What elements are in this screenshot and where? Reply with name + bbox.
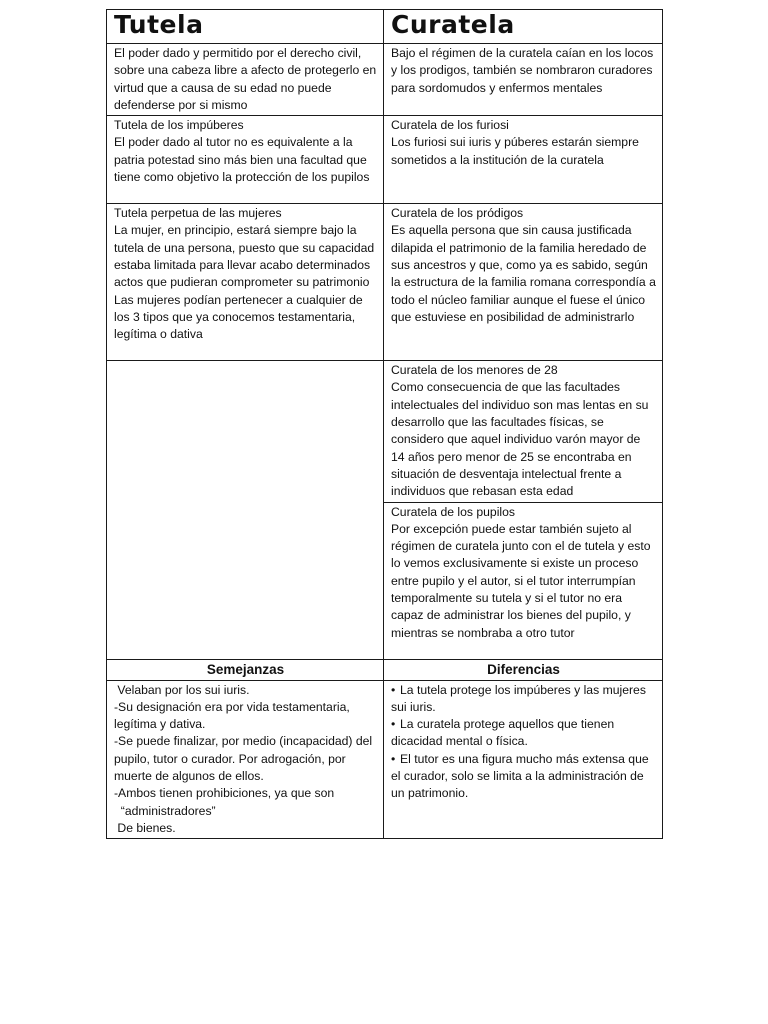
cell-curatela-furiosi (384, 116, 663, 204)
header-tutela: Tutela (107, 10, 384, 44)
header-diferencias: Diferencias (384, 659, 663, 680)
similarity-item: -Se puede finalizar, por medio (incapacidad) del pupilo, tutor o curador. Por adrogación, por muerte de algunos de ellos. (114, 734, 373, 784)
cell-curatela-menores (384, 361, 663, 502)
similarity-item: “administradores” (114, 803, 216, 818)
bullet-icon: • (391, 682, 396, 697)
header-semejanzas: Semejanzas (107, 659, 384, 680)
difference-item (391, 751, 656, 803)
cell-curatela-definition (384, 44, 663, 116)
header-curatela: Curatela (384, 10, 663, 44)
cell-title: Curatela de los furiosi (391, 118, 509, 133)
comparison-table (106, 9, 663, 839)
cell-tutela-mujeres (107, 204, 384, 361)
similarity-item: De bienes. (114, 820, 176, 835)
difference-text: La curatela protege aquellos que tienen dicacidad mental o física. (391, 717, 615, 749)
cell-text: Es aquella persona que sin causa justificada dilapida el patrimonio de la familia heredado de sus ancestros y que, como ya es sabido, según la estructura de la familia romana correspondía a todo el núcleo familiar aunque el fuese el único que estuviese en posibilidad de administrarlo (391, 223, 660, 324)
cell-title: Tutela perpetua de las mujeres (114, 206, 282, 221)
cell-curatela-prodigos (384, 204, 663, 361)
cell-title: Curatela de los menores de 28 (391, 363, 558, 378)
similarity-item: -Su designación era por vida testamentaria, legítima y dativa. (114, 699, 350, 732)
cell-empty (107, 361, 384, 659)
cell-text: La mujer, en principio, estará siempre bajo la tutela de una persona, puesto que su capacidad estaba limitada para llevar acabo determinados actos que pudieran comprometer su patrimonio (114, 223, 378, 290)
header-row (107, 10, 663, 44)
table-row (107, 44, 663, 116)
cell-text: Como consecuencia de que las facultades intelectuales del individuo son mas lentas en su desarrollo que las facultades físicas, se considero que aquel individuo varón mayor de 14 años pero menor de 25 se encontraba en situación de desventaja intelectual frente a individuos que rebasan esta edad (391, 380, 652, 499)
comparison-header-row (107, 659, 663, 680)
cell-diferencias (384, 680, 663, 839)
cell-text-2: Las mujeres podían pertenecer a cualquier de los 3 tipos que ya conocemos testamentaria, legítima o dativa (114, 292, 367, 342)
difference-item (391, 716, 656, 751)
difference-item (391, 682, 656, 717)
cell-text: Por excepción puede estar también sujeto al régimen de curatela junto con el de tutela y esto lo vemos exclusivamente si existe un proceso entre pupilo y el autor, si el tutor interrumpían temporalmente su tutela y si el tutor no era capaz de administrar los bienes del pupilo, y mientras se nombraba a otro tutor (391, 521, 654, 640)
table-row (107, 204, 663, 361)
cell-curatela-pupilos (384, 502, 663, 659)
cell-tutela-definition (107, 44, 384, 116)
difference-text: El tutor es una figura mucho más extensa que el curador, solo se limita a la administración de un patrimonio. (391, 751, 649, 801)
bullet-icon: • (391, 717, 396, 732)
bullet-icon: • (391, 751, 396, 766)
table-row (107, 361, 663, 502)
cell-title: Curatela de los pródigos (391, 206, 524, 221)
table-row (107, 116, 663, 204)
cell-title: Curatela de los pupilos (391, 504, 515, 519)
cell-text: Los furiosi sui iuris y púberes estarán siempre sometidos a la institución de la curatela (391, 135, 643, 167)
table-row (107, 680, 663, 839)
cell-text: Bajo el régimen de la curatela caían en los locos y los prodigos, también se nombraron curadores para sordomudos y enfermos mentales (391, 46, 657, 95)
cell-text: El poder dado y permitido por el derecho civil, sobre una cabeza libre a afecto de protegerlo en virtud que a causa de su edad no puede defenderse por si mismo (114, 46, 380, 112)
cell-tutela-impuberes (107, 116, 384, 204)
similarity-item: -Ambos tienen prohibiciones, ya que son (114, 786, 335, 801)
cell-semejanzas (107, 680, 384, 839)
cell-title: Tutela de los impúberes (114, 118, 244, 133)
difference-text: La tutela protege los impúberes y las mujeres sui iuris. (391, 682, 646, 714)
similarity-item: Velaban por los sui iuris. (114, 682, 250, 697)
cell-text: El poder dado al tutor no es equivalente a la patria potestad sino más bien una facultad que tiene como objetivo la protección de los pupilos (114, 135, 371, 185)
